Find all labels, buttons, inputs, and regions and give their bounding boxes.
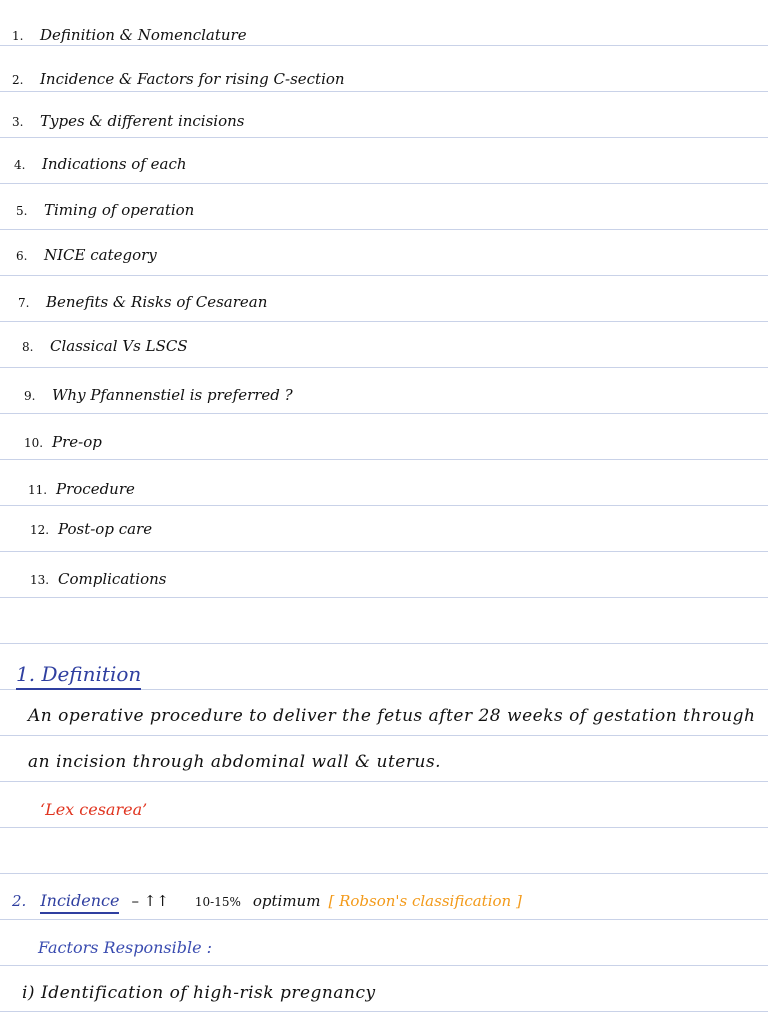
toc-item xyxy=(16,201,194,219)
incidence-number: 2. xyxy=(12,892,27,910)
toc-text: Procedure xyxy=(56,480,135,498)
toc-number: 5. xyxy=(16,204,28,218)
toc-number: 10. xyxy=(24,436,44,450)
toc-item xyxy=(16,246,157,264)
toc-item xyxy=(12,70,345,88)
incidence-row xyxy=(12,891,522,910)
toc-text: Benefits & Risks of Cesarean xyxy=(46,293,268,311)
toc-text: Post-op care xyxy=(58,520,153,538)
latin-term: ‘Lex cesarea’ xyxy=(40,800,148,819)
toc-item xyxy=(14,155,187,173)
toc-text: Pre-op xyxy=(52,433,102,451)
toc-number: 11. xyxy=(28,483,48,497)
toc-text: Incidence & Factors for rising C-section xyxy=(40,70,345,88)
toc-number: 3. xyxy=(12,115,24,129)
toc-text: Complications xyxy=(58,570,167,588)
factors-heading: Factors Responsible : xyxy=(38,938,213,957)
toc-text: NICE category xyxy=(44,246,157,264)
definition-line-2: an incision through abdominal wall & uterus. xyxy=(28,752,442,772)
toc-number: 4. xyxy=(14,158,26,172)
toc-text: Classical Vs LSCS xyxy=(50,337,188,355)
toc-text: Why Pfannenstiel is preferred ? xyxy=(52,386,293,404)
incidence-optimum: optimum xyxy=(252,892,321,910)
factor-item: i) Identification of high-risk pregnancy xyxy=(22,983,376,1003)
toc-number: 6. xyxy=(16,249,28,263)
definition-heading: 1. Definition xyxy=(16,662,141,690)
incidence-rate: 10-15% xyxy=(194,895,241,909)
toc-item xyxy=(18,293,267,311)
definition-line-1: An operative procedure to deliver the fetus after 28 weeks of gestation through xyxy=(28,706,756,726)
toc-text: Types & different incisions xyxy=(40,112,245,130)
toc-text: Indications of each xyxy=(42,155,187,173)
toc-item xyxy=(12,26,247,44)
toc-item xyxy=(12,112,245,130)
incidence-trend: – ↑↑ xyxy=(131,892,169,910)
toc-item xyxy=(30,570,167,588)
toc-number: 1. xyxy=(12,29,24,43)
toc-item xyxy=(28,480,135,498)
toc-item xyxy=(22,337,188,355)
toc-item xyxy=(30,520,152,538)
toc-number: 12. xyxy=(30,523,50,537)
incidence-heading: Incidence xyxy=(40,891,119,914)
toc-item xyxy=(24,386,293,404)
toc-number: 9. xyxy=(24,389,36,403)
toc-text: Timing of operation xyxy=(44,201,195,219)
toc-number: 7. xyxy=(18,296,30,310)
toc-text: Definition & Nomenclature xyxy=(40,26,247,44)
toc-item xyxy=(24,433,102,451)
toc-number: 8. xyxy=(22,340,34,354)
robson-classification: [ Robson's classification ] xyxy=(328,892,522,910)
toc-number: 2. xyxy=(12,73,24,87)
toc-number: 13. xyxy=(30,573,50,587)
